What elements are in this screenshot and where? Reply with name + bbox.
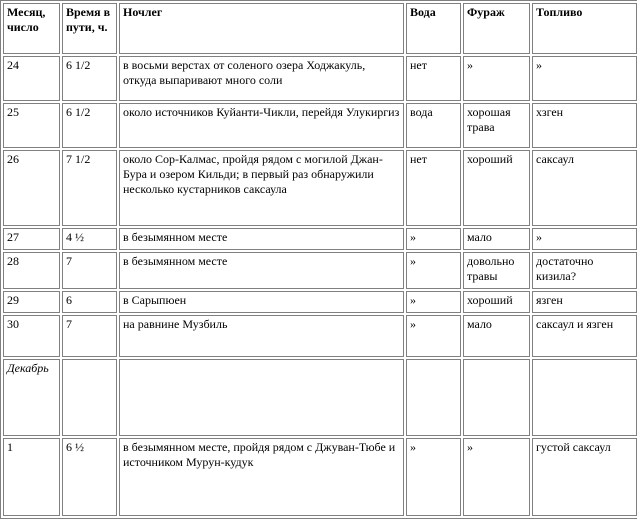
cell-fuel: саксаул и язген [532,315,637,357]
cell-camp: около Сор-Калмас, пройдя рядом с могилой Джан-Бура и озером Кильди; в первый раз обнаружили несколько кустарников саксаула [119,150,404,226]
month-row [3,359,637,436]
cell-travel-time: 6 1/2 [62,56,117,101]
cell-forage: мало [463,315,530,357]
cell-fuel: густой саксаул [532,438,637,516]
header-date: Месяц, число [3,3,60,54]
cell-date: 28 [3,252,60,289]
cell-water: » [406,228,461,250]
cell-travel-time: 7 [62,315,117,357]
cell-date: 26 [3,150,60,226]
cell-date: 25 [3,103,60,148]
cell-fuel: » [532,228,637,250]
header-water: Вода [406,3,461,54]
cell-water: нет [406,150,461,226]
cell-camp: в безымянном месте, пройдя рядом с Джуван-Тюбе и источником Мурун-кудук [119,438,404,516]
cell-travel-time: 7 [62,252,117,289]
table-row [3,315,637,357]
cell-forage: » [463,56,530,101]
cell-fuel: хзген [532,103,637,148]
header-camp: Ночлег [119,3,404,54]
cell-forage [463,359,530,436]
table-row [3,103,637,148]
cell-forage: хороший [463,150,530,226]
cell-date: 1 [3,438,60,516]
cell-date: 27 [3,228,60,250]
cell-travel-time: 4 ½ [62,228,117,250]
cell-travel-time: 6 [62,291,117,313]
table-row [3,150,637,226]
cell-water: вода [406,103,461,148]
cell-camp: в восьми верстах от соленого озера Ходжакуль, откуда выпаривают много соли [119,56,404,101]
cell-water: » [406,291,461,313]
cell-travel-time: 6 ½ [62,438,117,516]
header-fuel: Топливо [532,3,637,54]
table-row [3,228,637,250]
cell-water: » [406,438,461,516]
header-travel-time: Время в пути, ч. [62,3,117,54]
cell-travel-time: 7 1/2 [62,150,117,226]
cell-fuel [532,359,637,436]
cell-date: 29 [3,291,60,313]
table-row [3,252,637,289]
cell-date: 30 [3,315,60,357]
cell-camp: в безымянном месте [119,252,404,289]
table-row [3,291,637,313]
cell-camp: в Сарыпюен [119,291,404,313]
cell-water [406,359,461,436]
cell-fuel: » [532,56,637,101]
header-row [3,3,637,54]
cell-camp [119,359,404,436]
cell-forage: хорошая трава [463,103,530,148]
cell-forage: » [463,438,530,516]
cell-forage: мало [463,228,530,250]
cell-water: нет [406,56,461,101]
cell-month: Декабрь [3,359,60,436]
table-row [3,56,637,101]
cell-fuel: язген [532,291,637,313]
cell-water: » [406,315,461,357]
cell-fuel: саксаул [532,150,637,226]
cell-water: » [406,252,461,289]
cell-travel-time [62,359,117,436]
cell-forage: довольно травы [463,252,530,289]
cell-fuel: достаточно кизила? [532,252,637,289]
cell-forage: хороший [463,291,530,313]
cell-camp: в безымянном месте [119,228,404,250]
cell-travel-time: 6 1/2 [62,103,117,148]
cell-date: 24 [3,56,60,101]
cell-camp: на равнине Музбиль [119,315,404,357]
header-forage: Фураж [463,3,530,54]
cell-camp: около источников Куйанти-Чикли, перейдя Улукиргиз [119,103,404,148]
table-row [3,438,637,516]
